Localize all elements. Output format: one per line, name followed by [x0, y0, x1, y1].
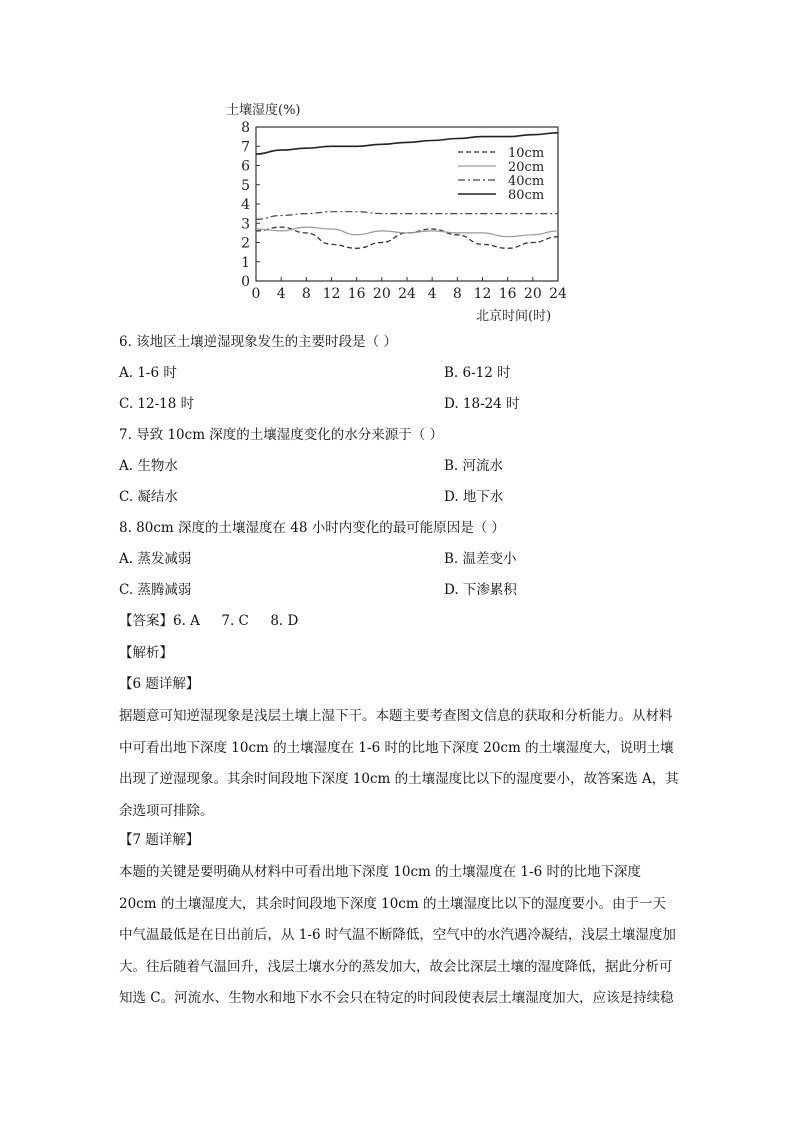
- q8-option-c: C. 蒸腾减弱: [119, 582, 192, 598]
- x-tick-label: 20: [523, 286, 542, 302]
- q6-detail-text: 据题意可知逆湿现象是浅层土壤上湿下干。本题主要考查图文信息的获取和分析能力。从材料中可看出地下深度 10cm 的土壤湿度在 1-6 时的比地下深度 20cm 的土壤湿度大，说明土壤出现了逆湿现象。其余时间段地下深度 10cm 的土壤湿度比以下的湿度要小，故答案选 A，其余选项可排除。: [119, 708, 679, 819]
- question-8-stem: 8. 80cm 深度的土壤湿度在 48 小时内变化的最可能原因是（ ）: [119, 520, 506, 536]
- x-tick-label: 12: [322, 286, 341, 302]
- q6-detail-paragraph: [119, 701, 679, 827]
- y-tick-label: 5: [241, 177, 250, 194]
- y-tick-label: 1: [241, 254, 250, 271]
- q6-detail-heading: 【6 题详解】: [119, 676, 200, 692]
- q7-option-c: C. 凝结水: [119, 489, 178, 505]
- legend-label-40cm: 40cm: [508, 174, 545, 189]
- x-tick-label: 12: [473, 286, 492, 302]
- x-tick-label: 20: [372, 286, 391, 302]
- q8-option-a: A. 蒸发减弱: [119, 551, 192, 567]
- series-line-40cm: [256, 212, 558, 220]
- q6-option-d: D. 18-24 时: [444, 396, 520, 412]
- legend-label-20cm: 20cm: [508, 160, 545, 175]
- answer-line: 【答案】6. A 7. C 8. D: [119, 613, 299, 629]
- legend-label-10cm: 10cm: [508, 146, 545, 161]
- x-tick-label: 8: [452, 286, 462, 302]
- question-6-stem: 6. 该地区土壤逆湿现象发生的主要时段是（ ）: [119, 334, 397, 350]
- q8-option-d: D. 下渗累积: [444, 582, 517, 598]
- x-tick-label: 0: [251, 286, 261, 302]
- x-tick-label: 24: [398, 286, 416, 302]
- x-tick-label: 16: [498, 286, 517, 302]
- x-tick-label: 4: [427, 286, 437, 302]
- legend-label-80cm: 80cm: [508, 188, 545, 203]
- y-tick-label: 8: [241, 120, 250, 136]
- x-tick-label: 4: [276, 286, 286, 302]
- x-tick-label: 8: [301, 286, 311, 302]
- analysis-heading: 【解析】: [119, 645, 173, 661]
- series-line-10cm: [256, 227, 558, 248]
- q7-detail-heading: 【7 题详解】: [119, 832, 200, 848]
- q7-option-b: B. 河流水: [444, 458, 504, 474]
- q7-option-d: D. 地下水: [444, 489, 504, 505]
- question-7-stem: 7. 导致 10cm 深度的土壤湿度变化的水分来源于（ ）: [119, 427, 444, 443]
- soil-moisture-chart: [218, 96, 578, 328]
- q6-option-a: A. 1-6 时: [119, 365, 177, 381]
- x-tick-label: 16: [347, 286, 366, 302]
- y-tick-label: 0: [241, 274, 250, 290]
- q7-option-a: A. 生物水: [119, 458, 178, 474]
- y-tick-label: 4: [241, 197, 250, 213]
- y-tick-label: 3: [241, 216, 250, 233]
- x-tick-label: 24: [549, 286, 567, 302]
- q6-option-c: C. 12-18 时: [119, 396, 195, 412]
- series-line-20cm: [256, 227, 558, 237]
- q8-option-b: B. 温差变小: [444, 551, 517, 567]
- q7-detail-paragraph: [119, 857, 679, 1015]
- y-tick-label: 7: [241, 139, 250, 156]
- q7-detail-text: 本题的关键是要明确从材料中可看出地下深度 10cm 的土壤湿度在 1-6 时的比地下深度 20cm 的土壤湿度大，其余时间段地下深度 10cm 的土壤湿度比以下的湿度要小。由于一天中气温最低是在日出前后，从 1-6 时气温不断降低，空气中的水汽遇冷凝结，浅层土壤湿度加大。往后随着气温回升，浅层土壤水分的蒸发加大，故会比深层土壤的湿度降低，据此分析可知选 C。河流水、生物水和地下水不会只在特定的时间段使表层土壤湿度加大，应该是持续稳: [119, 864, 676, 1006]
- y-tick-label: 2: [241, 235, 250, 252]
- x-axis-label: 北京时间(时): [476, 309, 552, 324]
- chart-svg: [218, 96, 578, 328]
- y-tick-label: 6: [241, 158, 250, 175]
- y-axis-label: 土壤湿度(%): [226, 103, 301, 118]
- q6-option-b: B. 6-12 时: [444, 365, 511, 381]
